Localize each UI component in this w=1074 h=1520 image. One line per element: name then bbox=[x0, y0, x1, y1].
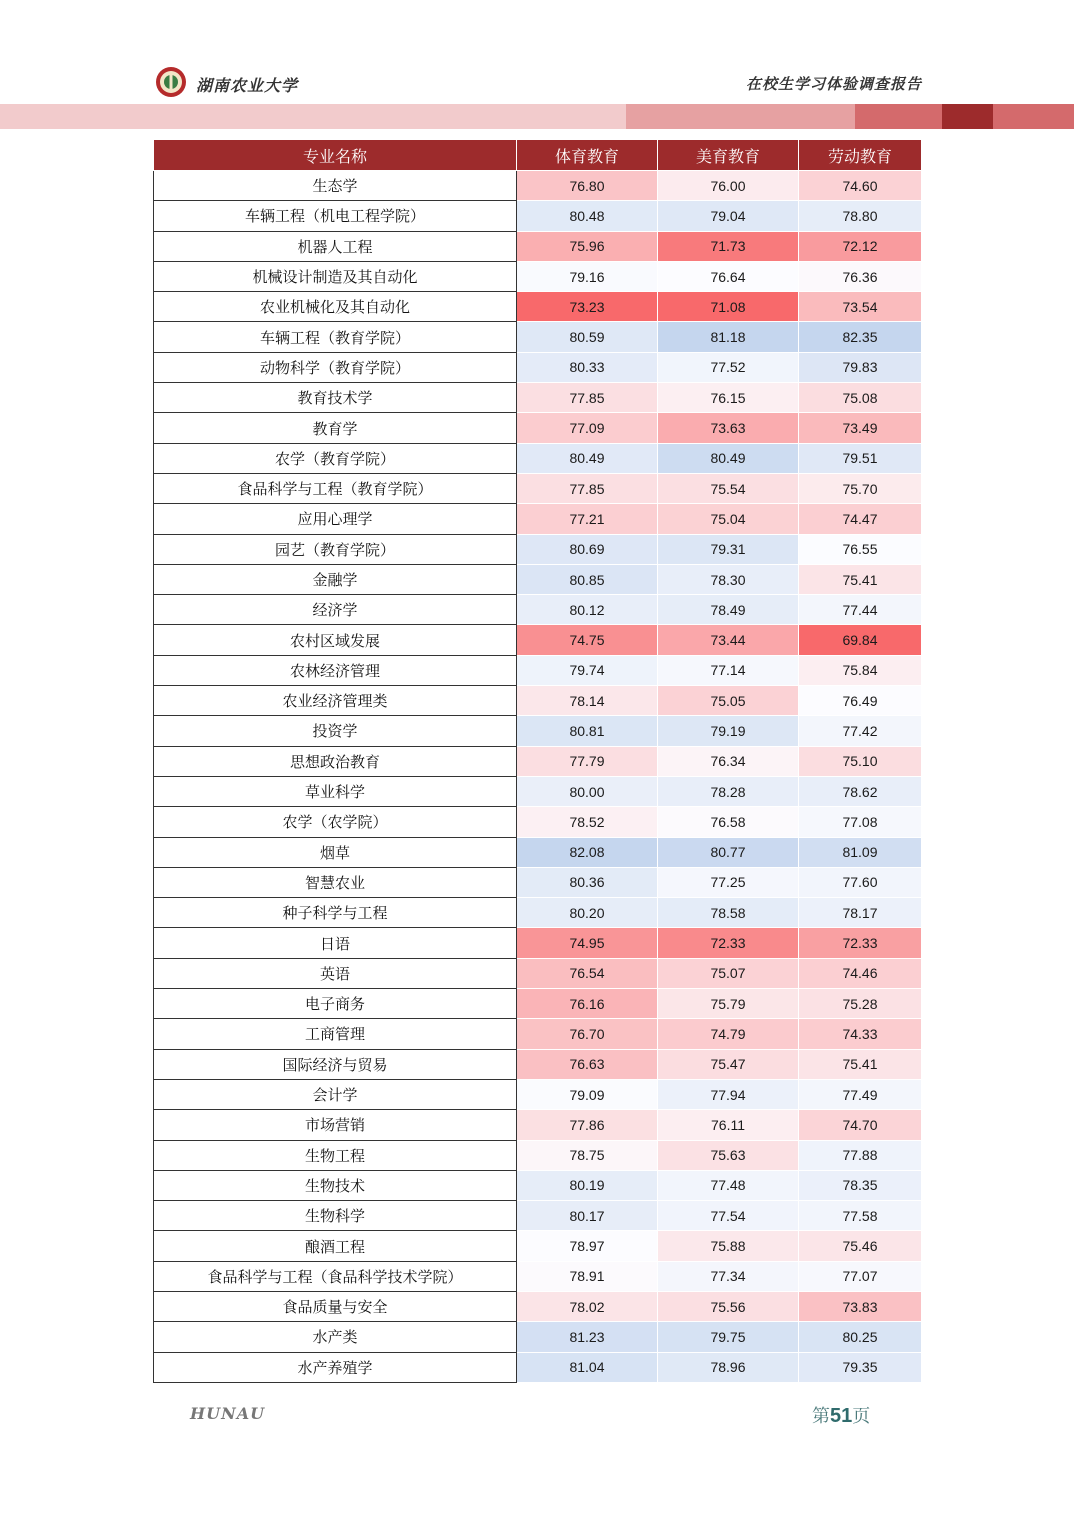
pe-score-cell: 80.49 bbox=[517, 443, 658, 473]
pe-score-cell: 80.12 bbox=[517, 595, 658, 625]
pe-score-cell: 77.85 bbox=[517, 383, 658, 413]
pe-score-cell: 80.81 bbox=[517, 716, 658, 746]
aesthetic-score-cell: 75.07 bbox=[658, 958, 799, 988]
labor-score-cell: 77.88 bbox=[799, 1140, 922, 1170]
pe-score-cell: 77.85 bbox=[517, 473, 658, 503]
aesthetic-score-cell: 80.77 bbox=[658, 837, 799, 867]
page-header bbox=[0, 0, 1074, 104]
table-row bbox=[154, 837, 922, 867]
pe-score-cell: 80.00 bbox=[517, 776, 658, 806]
table-row bbox=[154, 898, 922, 928]
pe-score-cell: 79.74 bbox=[517, 655, 658, 685]
table-row bbox=[154, 686, 922, 716]
labor-score-cell: 77.08 bbox=[799, 807, 922, 837]
table-header-row bbox=[154, 140, 922, 171]
aesthetic-score-cell: 77.52 bbox=[658, 352, 799, 382]
table-row bbox=[154, 928, 922, 958]
table-row bbox=[154, 1019, 922, 1049]
aesthetic-score-cell: 75.04 bbox=[658, 504, 799, 534]
pe-score-cell: 80.36 bbox=[517, 867, 658, 897]
table-row bbox=[154, 1352, 922, 1382]
pe-score-cell: 82.08 bbox=[517, 837, 658, 867]
footer-brand: HUNAU bbox=[190, 1404, 266, 1423]
aesthetic-score-cell: 79.75 bbox=[658, 1322, 799, 1352]
aesthetic-score-cell: 73.44 bbox=[658, 625, 799, 655]
labor-score-cell: 78.17 bbox=[799, 898, 922, 928]
aesthetic-score-cell: 76.15 bbox=[658, 383, 799, 413]
aesthetic-score-cell: 71.73 bbox=[658, 231, 799, 261]
table-row bbox=[154, 958, 922, 988]
labor-score-cell: 78.35 bbox=[799, 1170, 922, 1200]
table-row bbox=[154, 473, 922, 503]
university-name: 湖南农业大学 bbox=[196, 76, 299, 95]
aesthetic-score-cell: 73.63 bbox=[658, 413, 799, 443]
major-name-cell: 食品科学与工程（教育学院） bbox=[154, 473, 517, 503]
table-row bbox=[154, 807, 922, 837]
pe-score-cell: 81.04 bbox=[517, 1352, 658, 1382]
report-title: 在校生学习体验调查报告 bbox=[745, 75, 922, 93]
pe-score-cell: 80.59 bbox=[517, 322, 658, 352]
major-name-cell: 会计学 bbox=[154, 1079, 517, 1109]
table-row bbox=[154, 292, 922, 322]
header-band-1 bbox=[0, 104, 626, 129]
table-row bbox=[154, 383, 922, 413]
table-row bbox=[154, 261, 922, 291]
table-row bbox=[154, 1261, 922, 1291]
table-row bbox=[154, 746, 922, 776]
major-name-cell: 园艺（教育学院） bbox=[154, 534, 517, 564]
column-header-major: 专业名称 bbox=[154, 140, 517, 171]
table-row bbox=[154, 534, 922, 564]
major-name-cell: 英语 bbox=[154, 958, 517, 988]
major-name-cell: 教育学 bbox=[154, 413, 517, 443]
page-number bbox=[812, 1402, 870, 1428]
pe-score-cell: 80.48 bbox=[517, 201, 658, 231]
major-name-cell: 机械设计制造及其自动化 bbox=[154, 261, 517, 291]
major-name-cell: 食品科学与工程（食品科学技术学院） bbox=[154, 1261, 517, 1291]
major-name-cell: 水产养殖学 bbox=[154, 1352, 517, 1382]
pe-score-cell: 79.09 bbox=[517, 1079, 658, 1109]
aesthetic-score-cell: 78.96 bbox=[658, 1352, 799, 1382]
aesthetic-score-cell: 75.47 bbox=[658, 1049, 799, 1079]
aesthetic-score-cell: 79.19 bbox=[658, 716, 799, 746]
major-name-cell: 酿酒工程 bbox=[154, 1231, 517, 1261]
major-name-cell: 金融学 bbox=[154, 564, 517, 594]
major-name-cell: 水产类 bbox=[154, 1322, 517, 1352]
table-row bbox=[154, 171, 922, 201]
pe-score-cell: 78.91 bbox=[517, 1261, 658, 1291]
pe-score-cell: 75.96 bbox=[517, 231, 658, 261]
labor-score-cell: 77.49 bbox=[799, 1079, 922, 1109]
pe-score-cell: 76.54 bbox=[517, 958, 658, 988]
labor-score-cell: 69.84 bbox=[799, 625, 922, 655]
aesthetic-score-cell: 71.08 bbox=[658, 292, 799, 322]
pe-score-cell: 74.75 bbox=[517, 625, 658, 655]
aesthetic-score-cell: 76.58 bbox=[658, 807, 799, 837]
major-name-cell: 农林经济管理 bbox=[154, 655, 517, 685]
labor-score-cell: 79.51 bbox=[799, 443, 922, 473]
aesthetic-score-cell: 75.79 bbox=[658, 989, 799, 1019]
aesthetic-score-cell: 75.63 bbox=[658, 1140, 799, 1170]
pe-score-cell: 77.21 bbox=[517, 504, 658, 534]
labor-score-cell: 81.09 bbox=[799, 837, 922, 867]
aesthetic-score-cell: 78.58 bbox=[658, 898, 799, 928]
header-band-5 bbox=[993, 104, 1074, 129]
major-name-cell: 生态学 bbox=[154, 171, 517, 201]
pe-score-cell: 76.16 bbox=[517, 989, 658, 1019]
major-name-cell: 烟草 bbox=[154, 837, 517, 867]
aesthetic-score-cell: 76.00 bbox=[658, 171, 799, 201]
major-name-cell: 教育技术学 bbox=[154, 383, 517, 413]
aesthetic-score-cell: 75.05 bbox=[658, 686, 799, 716]
major-name-cell: 电子商务 bbox=[154, 989, 517, 1019]
pe-score-cell: 76.70 bbox=[517, 1019, 658, 1049]
aesthetic-score-cell: 77.94 bbox=[658, 1079, 799, 1109]
major-name-cell: 日语 bbox=[154, 928, 517, 958]
labor-score-cell: 80.25 bbox=[799, 1322, 922, 1352]
labor-score-cell: 76.49 bbox=[799, 686, 922, 716]
table-row bbox=[154, 1140, 922, 1170]
labor-score-cell: 75.28 bbox=[799, 989, 922, 1019]
major-name-cell: 国际经济与贸易 bbox=[154, 1049, 517, 1079]
table-row bbox=[154, 1322, 922, 1352]
major-name-cell: 投资学 bbox=[154, 716, 517, 746]
labor-score-cell: 75.41 bbox=[799, 1049, 922, 1079]
aesthetic-score-cell: 72.33 bbox=[658, 928, 799, 958]
aesthetic-score-cell: 77.34 bbox=[658, 1261, 799, 1291]
pe-score-cell: 77.79 bbox=[517, 746, 658, 776]
major-name-cell: 生物科学 bbox=[154, 1201, 517, 1231]
major-name-cell: 车辆工程（教育学院） bbox=[154, 322, 517, 352]
labor-score-cell: 75.70 bbox=[799, 473, 922, 503]
major-name-cell: 生物工程 bbox=[154, 1140, 517, 1170]
pe-score-cell: 77.86 bbox=[517, 1110, 658, 1140]
labor-score-cell: 75.46 bbox=[799, 1231, 922, 1261]
table-row bbox=[154, 413, 922, 443]
labor-score-cell: 79.83 bbox=[799, 352, 922, 382]
aesthetic-score-cell: 79.04 bbox=[658, 201, 799, 231]
table-row bbox=[154, 231, 922, 261]
pe-score-cell: 79.16 bbox=[517, 261, 658, 291]
major-name-cell: 农村区域发展 bbox=[154, 625, 517, 655]
aesthetic-score-cell: 76.64 bbox=[658, 261, 799, 291]
aesthetic-score-cell: 77.48 bbox=[658, 1170, 799, 1200]
pe-score-cell: 80.85 bbox=[517, 564, 658, 594]
column-header-labor: 劳动教育 bbox=[799, 140, 922, 171]
major-scores-table bbox=[153, 139, 921, 1383]
table-row bbox=[154, 322, 922, 352]
table-row bbox=[154, 1079, 922, 1109]
labor-score-cell: 76.55 bbox=[799, 534, 922, 564]
table-row bbox=[154, 1231, 922, 1261]
header-band-4 bbox=[942, 104, 993, 129]
aesthetic-score-cell: 76.34 bbox=[658, 746, 799, 776]
aesthetic-score-cell: 78.30 bbox=[658, 564, 799, 594]
major-name-cell: 草业科学 bbox=[154, 776, 517, 806]
table-row bbox=[154, 1201, 922, 1231]
pe-score-cell: 78.14 bbox=[517, 686, 658, 716]
table-row bbox=[154, 716, 922, 746]
aesthetic-score-cell: 77.14 bbox=[658, 655, 799, 685]
labor-score-cell: 78.80 bbox=[799, 201, 922, 231]
labor-score-cell: 75.08 bbox=[799, 383, 922, 413]
pe-score-cell: 76.63 bbox=[517, 1049, 658, 1079]
labor-score-cell: 74.33 bbox=[799, 1019, 922, 1049]
pe-score-cell: 77.09 bbox=[517, 413, 658, 443]
table-row bbox=[154, 625, 922, 655]
labor-score-cell: 72.33 bbox=[799, 928, 922, 958]
table-row bbox=[154, 1049, 922, 1079]
labor-score-cell: 78.62 bbox=[799, 776, 922, 806]
table-row bbox=[154, 201, 922, 231]
table-row bbox=[154, 595, 922, 625]
major-name-cell: 经济学 bbox=[154, 595, 517, 625]
major-name-cell: 思想政治教育 bbox=[154, 746, 517, 776]
pe-score-cell: 78.02 bbox=[517, 1291, 658, 1321]
pe-score-cell: 78.75 bbox=[517, 1140, 658, 1170]
pe-score-cell: 76.80 bbox=[517, 171, 658, 201]
aesthetic-score-cell: 77.54 bbox=[658, 1201, 799, 1231]
pe-score-cell: 80.17 bbox=[517, 1201, 658, 1231]
major-name-cell: 市场营销 bbox=[154, 1110, 517, 1140]
major-name-cell: 车辆工程（机电工程学院） bbox=[154, 201, 517, 231]
table-row bbox=[154, 989, 922, 1019]
aesthetic-score-cell: 81.18 bbox=[658, 322, 799, 352]
labor-score-cell: 77.42 bbox=[799, 716, 922, 746]
major-name-cell: 智慧农业 bbox=[154, 867, 517, 897]
labor-score-cell: 77.58 bbox=[799, 1201, 922, 1231]
labor-score-cell: 74.47 bbox=[799, 504, 922, 534]
table-row bbox=[154, 1170, 922, 1200]
pe-score-cell: 80.19 bbox=[517, 1170, 658, 1200]
aesthetic-score-cell: 79.31 bbox=[658, 534, 799, 564]
table-row bbox=[154, 352, 922, 382]
pe-score-cell: 74.95 bbox=[517, 928, 658, 958]
page-suffix: 页 bbox=[852, 1406, 871, 1427]
labor-score-cell: 75.84 bbox=[799, 655, 922, 685]
major-name-cell: 食品质量与安全 bbox=[154, 1291, 517, 1321]
aesthetic-score-cell: 74.79 bbox=[658, 1019, 799, 1049]
header-band-2 bbox=[626, 104, 855, 129]
table-row bbox=[154, 564, 922, 594]
table-row bbox=[154, 1291, 922, 1321]
aesthetic-score-cell: 75.88 bbox=[658, 1231, 799, 1261]
aesthetic-score-cell: 76.11 bbox=[658, 1110, 799, 1140]
aesthetic-score-cell: 78.28 bbox=[658, 776, 799, 806]
major-name-cell: 种子科学与工程 bbox=[154, 898, 517, 928]
page-prefix: 第 bbox=[812, 1406, 830, 1427]
column-header-pe: 体育教育 bbox=[517, 140, 658, 171]
table-row bbox=[154, 776, 922, 806]
major-name-cell: 机器人工程 bbox=[154, 231, 517, 261]
major-name-cell: 农学（教育学院） bbox=[154, 443, 517, 473]
page-number-value: 51 bbox=[830, 1405, 853, 1427]
labor-score-cell: 73.49 bbox=[799, 413, 922, 443]
major-name-cell: 农学（农学院） bbox=[154, 807, 517, 837]
pe-score-cell: 78.52 bbox=[517, 807, 658, 837]
major-name-cell: 生物技术 bbox=[154, 1170, 517, 1200]
table-row bbox=[154, 443, 922, 473]
university-logo bbox=[155, 66, 187, 98]
labor-score-cell: 72.12 bbox=[799, 231, 922, 261]
labor-score-cell: 79.35 bbox=[799, 1352, 922, 1382]
pe-score-cell: 73.23 bbox=[517, 292, 658, 322]
pe-score-cell: 81.23 bbox=[517, 1322, 658, 1352]
major-name-cell: 农业经济管理类 bbox=[154, 686, 517, 716]
labor-score-cell: 74.46 bbox=[799, 958, 922, 988]
labor-score-cell: 77.07 bbox=[799, 1261, 922, 1291]
major-name-cell: 农业机械化及其自动化 bbox=[154, 292, 517, 322]
major-name-cell: 动物科学（教育学院） bbox=[154, 352, 517, 382]
labor-score-cell: 75.41 bbox=[799, 564, 922, 594]
pe-score-cell: 80.20 bbox=[517, 898, 658, 928]
labor-score-cell: 77.44 bbox=[799, 595, 922, 625]
aesthetic-score-cell: 77.25 bbox=[658, 867, 799, 897]
table-row bbox=[154, 1110, 922, 1140]
aesthetic-score-cell: 78.49 bbox=[658, 595, 799, 625]
table-row bbox=[154, 504, 922, 534]
labor-score-cell: 77.60 bbox=[799, 867, 922, 897]
header-band-3 bbox=[855, 104, 942, 129]
labor-score-cell: 76.36 bbox=[799, 261, 922, 291]
labor-score-cell: 74.60 bbox=[799, 171, 922, 201]
column-header-aesthetic: 美育教育 bbox=[658, 140, 799, 171]
aesthetic-score-cell: 75.54 bbox=[658, 473, 799, 503]
aesthetic-score-cell: 80.49 bbox=[658, 443, 799, 473]
table-row bbox=[154, 867, 922, 897]
major-name-cell: 工商管理 bbox=[154, 1019, 517, 1049]
aesthetic-score-cell: 75.56 bbox=[658, 1291, 799, 1321]
labor-score-cell: 82.35 bbox=[799, 322, 922, 352]
major-name-cell: 应用心理学 bbox=[154, 504, 517, 534]
labor-score-cell: 75.10 bbox=[799, 746, 922, 776]
pe-score-cell: 78.97 bbox=[517, 1231, 658, 1261]
pe-score-cell: 80.69 bbox=[517, 534, 658, 564]
labor-score-cell: 74.70 bbox=[799, 1110, 922, 1140]
labor-score-cell: 73.54 bbox=[799, 292, 922, 322]
pe-score-cell: 80.33 bbox=[517, 352, 658, 382]
labor-score-cell: 73.83 bbox=[799, 1291, 922, 1321]
table-row bbox=[154, 655, 922, 685]
